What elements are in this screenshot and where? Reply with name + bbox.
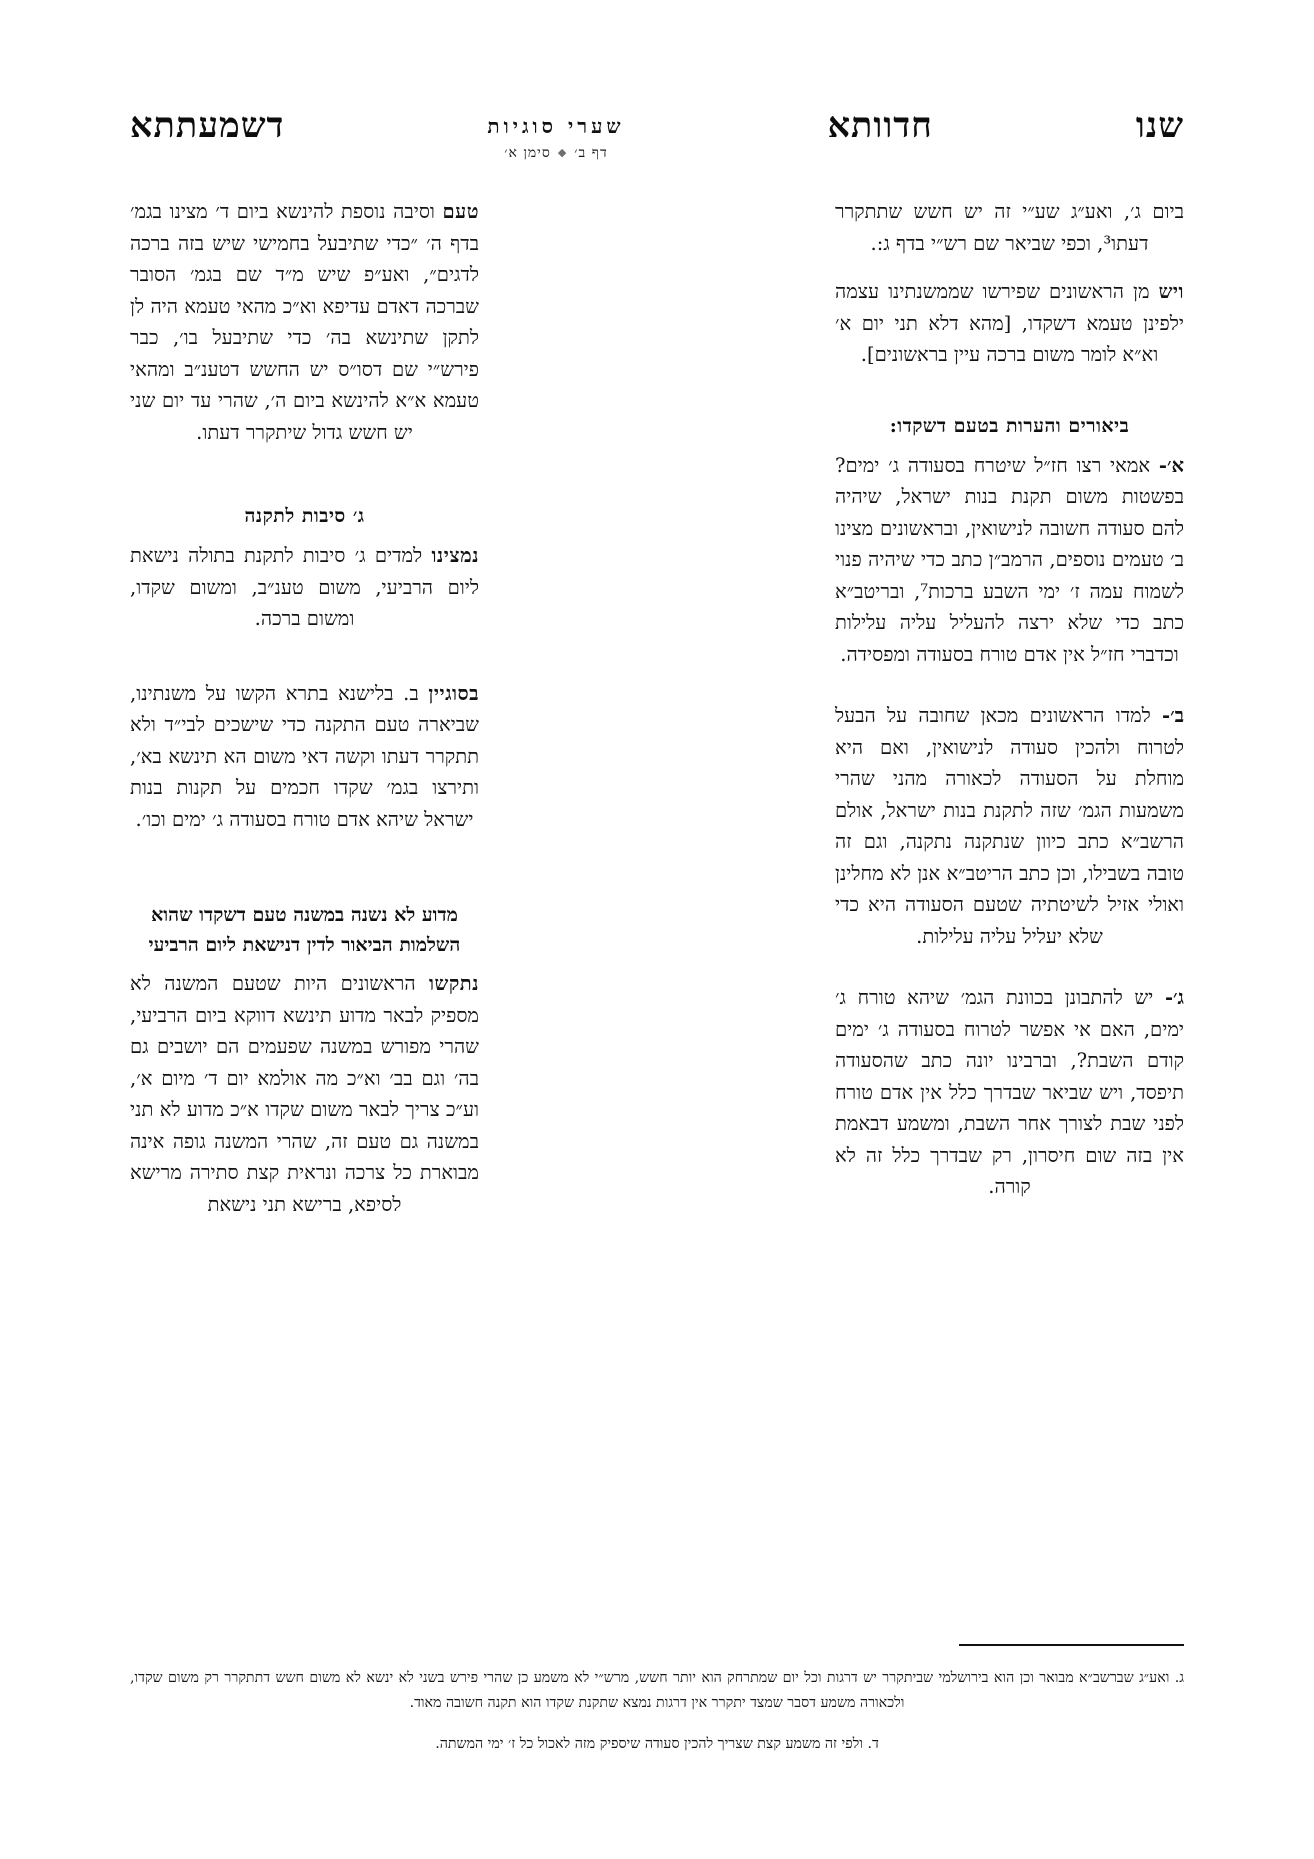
note-marker-gimel: ג׳- — [1164, 986, 1184, 1009]
footnote-text: ולפי זה משמע קצת שצריך להכין סעודה שיספיק מזה לאכול כל ז׳ ימי המשתה. — [435, 1736, 863, 1752]
footnote-dalet — [130, 1732, 1184, 1757]
paragraph-lead-word: ויש — [1158, 280, 1184, 303]
note-item-alef — [835, 450, 1184, 671]
paragraph-text: הראשונים היות שטעם המשנה לא מספיק לבאר מדוע תינשא דווקא ביום הרביעי, שהרי מפורש במשנה שפעמים הם יושבים גם בה׳ וגם בב׳ וא״כ מה אולמא יום ד׳ מיום א׳, וע״כ צריך לבאר משום שקדו א״כ מדוע לא תני במשנה גם טעם זה, שהרי המשנה גופה אינה מבוארת כל צרכה ונראית קצת סתירה מרישא לסיפא, ברישא תני נישאת — [130, 972, 479, 1216]
paragraph-text: מן הראשונים שפירשו שממשנתינו עצמה ילפינן טעמא דשקדו, [מהא דלא תני יום א׳ וא״א לומר משום ברכה עיין בראשונים]. — [835, 280, 1184, 366]
footnote-text: ואע״ג שברשב״א מבואר וכן הוא בירושלמי שביתקרר יש דרגות וכל יום שמתרחק הוא יותר חשש, מרש״י לא משמע כן שהרי פירש בשני לא ינשא לא משום חשש דתתקרר רק משום שקדו, ולכאורה משמע דסבר שמצד יתקרר אין דרגות נמצא שתקנת שקדו הוא תקנה חשובה מאוד. — [130, 1670, 1170, 1711]
note-marker-bet: ב׳- — [1162, 704, 1184, 727]
note-text: יש להתבונן בכוונת הגמ׳ שיהא טורח ג׳ ימים, האם אי אפשר לטרוח בסעודה ג׳ ימים קודם השבת?, וברבינו יונה כתב שהסעודה תיפסד, ויש שביאר שבדרך כלל אין אדם טורח לפני שבת לצורך אחר השבת, ומשמע דבאמת אין בזה שום חיסרון, רק שבדרך כלל זה לא קורה. — [835, 986, 1184, 1198]
paragraph-continuation — [835, 196, 1184, 259]
paragraph-besugyein — [130, 678, 479, 836]
paragraph-veyesh — [835, 276, 1184, 371]
paragraph-text: וסיבה נוספת להינשא ביום ד׳ מצינו בגמ׳ בדף ה׳ ״כדי שתיבעל בחמישי שיש בזה ברכה לדגים״, ואע״פ שיש מ״ד שם בגמ׳ הסובר שברכה דאדם עדיפא וא״כ מהאי טעמא היה לן לתקן שתינשא בה׳ כדי שתיבעל בו׳, כבר פירש״י שם דסו״ס יש החשש דטענ״ב ומהאי טעמא א״א להינשא ביום ה׳, שהרי עד יום שני יש חשש גדול שיתקרר דעתו. — [130, 200, 479, 444]
note-item-bet — [835, 700, 1184, 952]
masthead-title-right: שנו — [1135, 105, 1184, 146]
footnote-gimel — [130, 1666, 1184, 1716]
note-text: אמאי רצו חז״ל שיטרח בסעודה ג׳ ימים? בפשטות משום תקנת בנות ישראל, שיהיה להם סעודה חשובה לנישואין, ובראשונים מצינו ב׳ טעמים נוספים, הרמב״ן כתב כדי שיהיה פנוי לשמוח עמה ז׳ ימי השבע ברכות⁷, ובריטב״א כתב כדי שלא ירצה להעליל עליה עלילות וכדברי חז״ל אין אדם טורח בסעודה ומפסידה. — [835, 453, 1184, 666]
spacer — [130, 465, 479, 491]
footnote-marker: ג. — [1174, 1670, 1184, 1686]
section-heading-maduah: מדוע לא נשנה במשנה טעם דשקדו שהוא השלמות הביאור לדין דנישאת ליום הרביעי — [148, 904, 461, 956]
paragraph-lead-word: טעם — [442, 200, 479, 223]
paragraph-nitkashu — [130, 968, 479, 1220]
note-text: למדו הראשונים מכאן שחובה על הבעל לטרוח ולהכין סעודה לנישואין, ואם היא מוחלת על הסעודה לכאורה מהני שהרי משמעות הגמ׳ שזה לתקנת בנות ישראל, אולם הרשב״א כתב כיוון שנתקנה נתקנה, וגם זה טובה בשבילו, וכן כתב הריטב״א אנן לא מחלינן ואולי אזיל לשיטתיה שטעם הסעודה היא כדי שלא יעליל עליה עלילות. — [835, 704, 1184, 948]
paragraph-text: ב. בלישנא בתרא הקשו על משנתינו, שביארה טעם התקנה כדי שישכים לבי״ד ולא תתקרר דעתו וקשה דאי משום הא תינשא בא׳, ותירצו בגמ׳ שקדו חכמים על תקנות בנות ישראל שיהא אדם טורח בסעודה ג׳ ימים וכו׳. — [130, 681, 479, 831]
note-marker-alef: א׳- — [1158, 453, 1184, 477]
paragraph-text: ביום ג׳, ואע״ג שע״י זה יש חשש שתתקרר דעתו³, וכפי שביאר שם רש״י בדף ג:. — [835, 200, 1184, 255]
section-heading-biurim: ביאורים והערות בטעם דשקדו: — [889, 414, 1130, 437]
text-columns — [130, 196, 1184, 1296]
spacer — [835, 687, 1184, 700]
paragraph-lead-word: בסוגיין — [428, 681, 479, 705]
masthead-series-name: שערי סוגיות — [487, 114, 625, 138]
paragraph-nimtzeinu — [130, 540, 479, 635]
note-item-gimel — [835, 982, 1184, 1203]
spacer — [130, 852, 479, 878]
masthead-locator — [487, 145, 624, 162]
masthead-siman: סימן א׳ — [504, 145, 551, 161]
footnotes-block — [130, 1644, 1184, 1773]
masthead-title-right-second: חדוותא — [827, 105, 933, 146]
masthead-row — [130, 105, 1184, 162]
masthead-title-left: דשמעתתא — [130, 105, 285, 146]
column-left — [130, 196, 479, 1296]
spacer — [130, 652, 479, 678]
masthead-center-block — [487, 108, 624, 162]
paragraph-text: למדים ג׳ סיבות לתקנת בתולה נישאת ליום הרביעי, משום טענ״ב, ומשום שקדו, ומשום ברכה. — [130, 544, 479, 630]
page-masthead — [130, 105, 1184, 186]
diamond-separator-icon: ◆ — [557, 146, 568, 159]
paragraph-lead-word: נתקשו — [429, 972, 479, 995]
column-right — [835, 196, 1184, 1296]
footnote-marker: ד. — [867, 1736, 879, 1752]
masthead-daf: דף ב׳ — [574, 145, 608, 161]
paragraph-taam — [130, 196, 479, 448]
paragraph-lead-word: נמצינו — [431, 544, 479, 567]
spacer — [835, 388, 1184, 401]
footnote-divider — [959, 1644, 1184, 1646]
section-heading-three-reasons: ג׳ סיבות לתקנה — [244, 505, 365, 527]
spacer — [835, 969, 1184, 982]
